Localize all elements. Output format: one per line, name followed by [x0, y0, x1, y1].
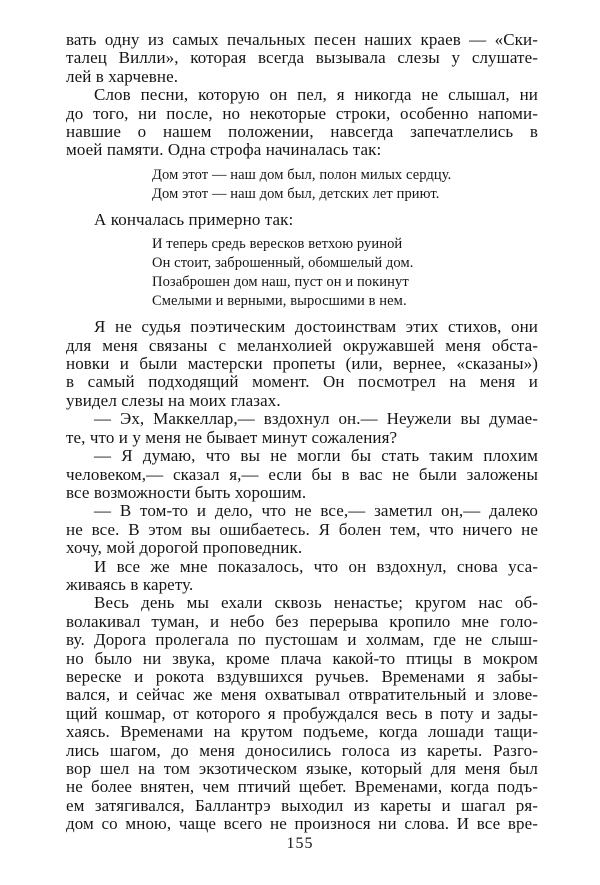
paragraph [66, 31, 538, 86]
paragraph [66, 447, 538, 502]
text-line: человеком,— сказал я,— если бы в вас не были заложены [66, 464, 538, 484]
verse-line: Дом этот — наш дом был, детских лет приют. [152, 185, 440, 202]
text-line: лись шагом, до меня доносились голоса из кареты. Разго- [66, 740, 538, 760]
paragraph [66, 86, 538, 160]
text-line: Я не судья поэтическим достоинствам этих стихов, они [94, 317, 538, 337]
verse-line: И теперь средь вересков ветхою руиной [152, 236, 403, 253]
text-line: но было ни звука, кроме плача какой-то птицы в мокром [66, 648, 538, 668]
text-line: живаясь в карету. [66, 574, 194, 594]
text-line: все возможности быть хорошим. [66, 482, 307, 502]
text-line: не все. В этом вы ошибаетесь. Я болен тем, что ничего не [66, 519, 538, 539]
text-line: Слов песни, которую он пел, я никогда не слышал, ни [94, 85, 538, 105]
verse-line: Он стоит, заброшенный, обомшелый дом. [152, 255, 414, 272]
text-line: ем затягивался, Баллантрэ выходил из кареты и шагал ря- [66, 795, 538, 815]
text-line: щий кошмар, от которого я пробуждался весь в поту и зады- [66, 703, 538, 723]
text-line: талец Вилли», которая всегда вызывала слезы у слушате- [66, 48, 538, 68]
text-line: вереске и рокота вздувшихся ручьев. Временами я забы- [66, 666, 538, 686]
text-line: вался, и сейчас же меня охватывал отвратительный и злове- [66, 685, 538, 705]
paragraph [66, 558, 538, 595]
text-line: не более внятен, чем птичий щебет. Временами, когда подъ- [66, 777, 538, 797]
text-line: навшие о нашем положении, навсегда запечатлелись в [66, 122, 538, 142]
paragraph [66, 211, 538, 229]
text-line: волакивал туман, и небо без перерыва кропило мне голо- [66, 611, 538, 631]
text-line: для меня связаны с меланхолией окружавшей меня обста- [66, 335, 538, 355]
text-line: новки и были мастерски пропеты (или, вернее, «сказаны») [66, 354, 538, 374]
text-line: те, что и у меня не бывает минут сожаления? [66, 427, 398, 447]
text-line: моей памяти. Одна строфа начиналась так: [66, 140, 382, 160]
text-line: А кончалась примерно так: [94, 209, 294, 229]
text-line: в самый подходящий момент. Он посмотрел на меня и [66, 372, 538, 392]
paragraph [66, 318, 538, 410]
verse-line: Позаброшен дом наш, пуст он и покинут [152, 274, 409, 291]
book-page [66, 31, 538, 834]
verse-line: Дом этот — наш дом был, полон милых сердцу. [152, 166, 452, 183]
text-line: вать одну из самых печальных песен наших краев — «Ски- [66, 30, 538, 49]
text-line: хочу, мой дорогой проповедник. [66, 538, 303, 558]
text-line: увидел слезы на моих глазах. [66, 390, 281, 410]
verse-block [66, 166, 538, 204]
verse-line: Смелыми и верными, выросшими в нем. [152, 293, 407, 310]
page-number: 155 [286, 835, 314, 852]
text-line: вор шел на том экзотическом языке, который для меня был [66, 759, 538, 778]
text-line: — Эх, Маккеллар,— вздохнул он.— Неужели вы думае- [94, 409, 538, 429]
text-line: — Я думаю, что вы не могли бы стать таким плохим [94, 446, 538, 466]
text-line: ву. Дорога пролегала по пустошам и холмам, где не слыш- [66, 630, 538, 650]
text-line: И все же мне показалось, что он вздохнул, снова уса- [94, 556, 538, 576]
text-line: дом со мною, чаще всего не произнося ни слова. И все вре- [66, 814, 538, 834]
text-line: хаясь. Временами на крутом подъеме, когда лошади тащи- [66, 722, 538, 742]
paragraph [66, 410, 538, 447]
text-line: до того, ни после, но некоторые строки, особенно напоми- [66, 103, 538, 123]
text-line: Весь день мы ехали сквозь ненастье; кругом нас об- [94, 593, 538, 613]
text-line: — В том-то и дело, что не все,— заметил он,— далеко [94, 501, 538, 521]
verse-block [66, 235, 538, 311]
text-line: лей в харчевне. [66, 66, 179, 86]
paragraph [66, 502, 538, 557]
paragraph [66, 594, 538, 833]
text-column [66, 31, 538, 834]
